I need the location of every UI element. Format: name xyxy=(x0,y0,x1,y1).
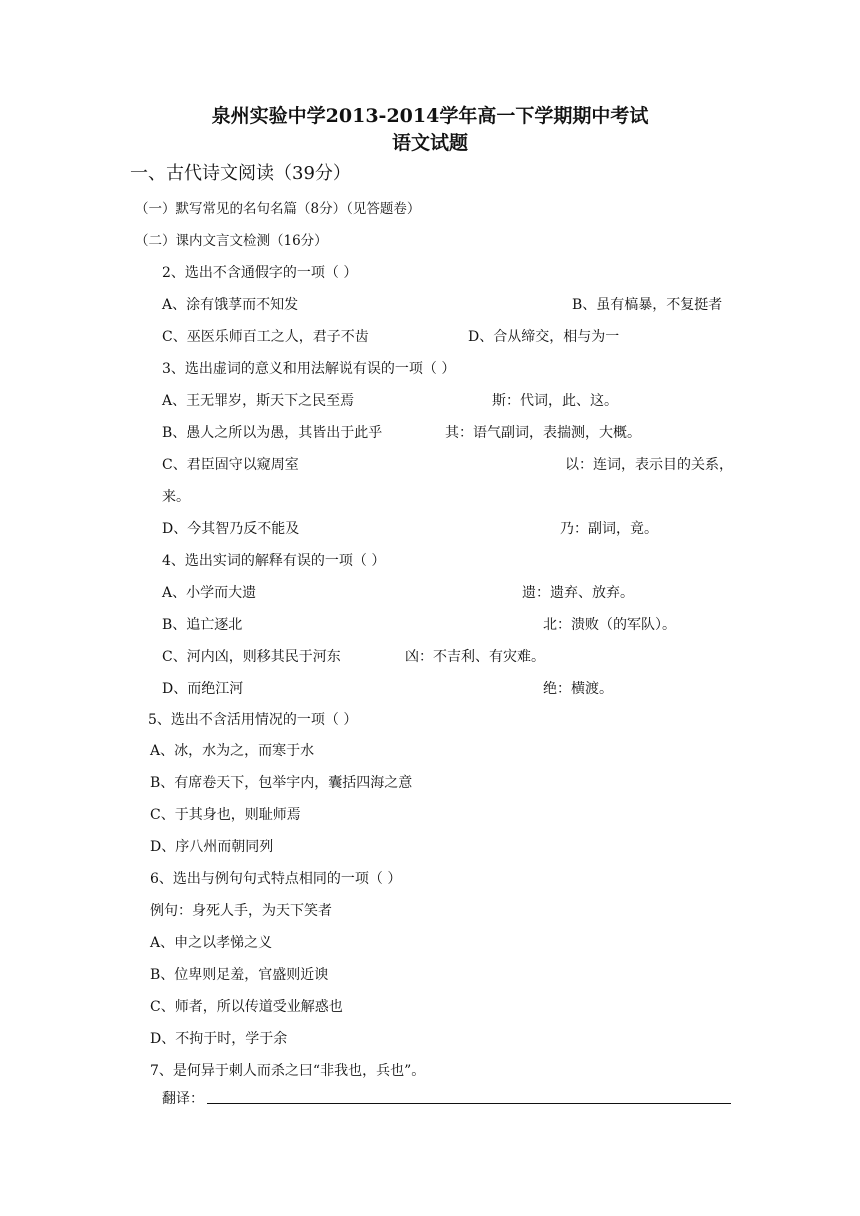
question-4-option-a: A、小学而大遗 xyxy=(162,585,257,601)
question-4-option-c-note: 凶：不吉利、有灾难。 xyxy=(405,649,545,665)
question-2-stem: 2、选出不含通假字的一项（ ） xyxy=(162,265,358,281)
translation-answer-line[interactable] xyxy=(207,1103,731,1104)
question-2-option-a: A、涂有饿莩而不知发 xyxy=(162,297,299,313)
question-3-stem: 3、选出虚词的意义和用法解说有误的一项（ ） xyxy=(162,361,456,377)
question-2-option-c: C、巫医乐师百工之人，君子不齿 xyxy=(162,329,369,345)
question-6-option-c: C、师者，所以传道受业解惑也 xyxy=(150,999,343,1015)
question-6-option-d: D、不拘于时，学于余 xyxy=(150,1031,288,1047)
question-3-option-a-note: 斯：代词，此、这。 xyxy=(492,393,618,409)
question-3-option-d: D、今其智乃反不能及 xyxy=(162,521,300,537)
question-4-stem: 4、选出实词的解释有误的一项（ ） xyxy=(162,553,386,569)
question-3-option-c-continued: 来。 xyxy=(162,489,190,505)
question-6-example: 例句：身死人手，为天下笑者 xyxy=(150,903,332,919)
question-5-option-a: A、冰，水为之，而寒于水 xyxy=(150,743,315,759)
question-5-option-d: D、序八州而朝同列 xyxy=(150,839,274,855)
question-4-option-d-note: 绝：横渡。 xyxy=(543,681,613,697)
part-heading-2: （二）课内文言文检测（16分） xyxy=(135,233,328,249)
exam-subtitle: 语文试题 xyxy=(391,132,468,154)
question-3-option-c: C、君臣固守以窥周室 xyxy=(162,457,299,473)
question-4-option-c: C、河内凶，则移其民于河东 xyxy=(162,649,341,665)
translation-label: 翻译： xyxy=(162,1091,204,1107)
question-4-option-d: D、而绝江河 xyxy=(162,681,244,697)
question-2-option-d: D、合从缔交，相与为一 xyxy=(468,329,620,345)
section-heading: 一、古代诗文阅读（39分） xyxy=(130,163,351,184)
question-5-option-b: B、有席卷天下，包举宇内，囊括四海之意 xyxy=(150,775,413,791)
question-5-option-c: C、于其身也，则耻师焉 xyxy=(150,807,301,823)
question-3-option-a: A、王无罪岁，斯天下之民至焉 xyxy=(162,393,355,409)
question-3-option-d-note: 乃：副词，竟。 xyxy=(560,521,658,537)
question-2-option-b: B、虽有槁暴，不复挺者 xyxy=(572,297,723,313)
question-6-stem: 6、选出与例句句式特点相同的一项（ ） xyxy=(150,871,402,887)
question-6-option-a: A、申之以孝悌之义 xyxy=(150,935,273,951)
question-3-option-b: B、愚人之所以为愚，其皆出于此乎 xyxy=(162,425,383,441)
exam-title: 泉州实验中学2013-2014学年高一下学期期中考试 xyxy=(211,105,649,127)
question-6-option-b: B、位卑则足羞，官盛则近谀 xyxy=(150,967,329,983)
question-3-option-c-note: 以：连词，表示目的关系， xyxy=(565,457,733,473)
question-7-stem: 7、是何异于刺人而杀之曰“非我也，兵也”。 xyxy=(150,1063,426,1079)
question-3-option-b-note: 其：语气副词，表揣测，大概。 xyxy=(445,425,641,441)
part-heading-1: （一）默写常见的名句名篇（8分）（见答题卷） xyxy=(135,201,421,217)
question-5-stem: 5、选出不含活用情况的一项（ ） xyxy=(148,712,358,728)
question-4-option-b-note: 北：溃败（的军队）。 xyxy=(543,617,676,633)
question-4-option-a-note: 遗：遗弃、放弃。 xyxy=(522,585,634,601)
question-4-option-b: B、追亡逐北 xyxy=(162,617,243,633)
